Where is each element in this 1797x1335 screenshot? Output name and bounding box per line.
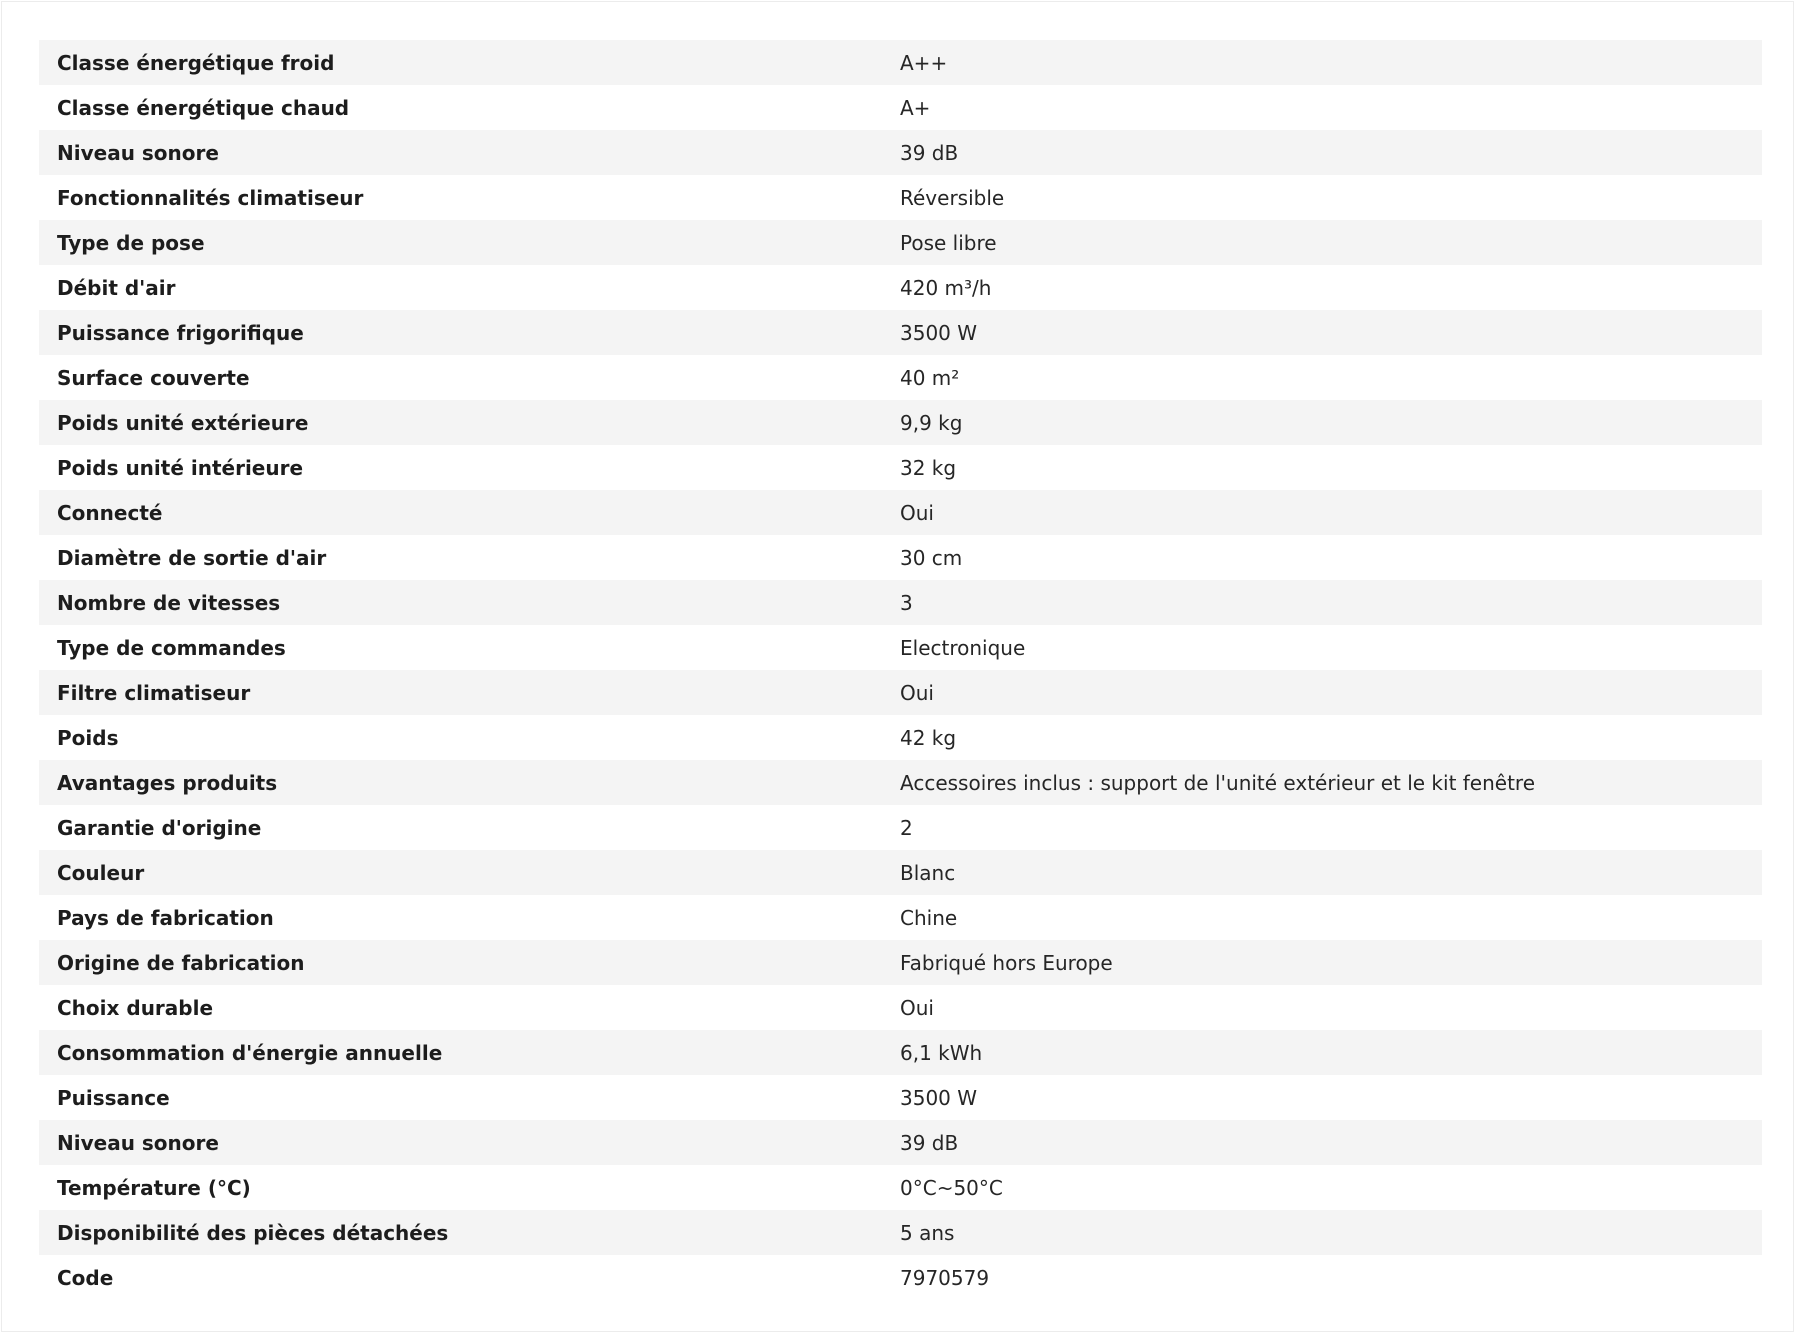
spec-panel	[1, 1, 1794, 1332]
spec-value: Fabriqué hors Europe	[900, 950, 1113, 975]
spec-label: Type de commandes	[57, 635, 286, 660]
spec-value: Accessoires inclus : support de l'unité extérieur et le kit fenêtre	[900, 770, 1536, 795]
table-row	[39, 535, 1762, 580]
spec-value: Oui	[900, 680, 934, 705]
spec-value: 30 cm	[900, 545, 963, 570]
spec-label: Niveau sonore	[57, 140, 219, 165]
table-row	[39, 220, 1762, 265]
spec-value: 3500 W	[900, 320, 978, 345]
spec-label: Puissance	[57, 1085, 170, 1110]
specifications-body	[39, 40, 1762, 1300]
table-row	[39, 940, 1762, 985]
table-row	[39, 1075, 1762, 1120]
table-row	[39, 175, 1762, 220]
spec-label: Diamètre de sortie d'air	[57, 545, 327, 570]
specifications-table	[39, 40, 1762, 1300]
table-row	[39, 805, 1762, 850]
spec-label: Poids unité intérieure	[57, 455, 304, 480]
table-row	[39, 1210, 1762, 1255]
table-row	[39, 310, 1762, 355]
spec-label: Poids unité extérieure	[57, 410, 309, 435]
spec-label: Niveau sonore	[57, 1130, 219, 1155]
spec-value: 39 dB	[900, 1130, 959, 1155]
table-row	[39, 445, 1762, 490]
table-row	[39, 130, 1762, 175]
table-row	[39, 1165, 1762, 1210]
spec-value: 420 m³/h	[900, 275, 992, 300]
table-row	[39, 355, 1762, 400]
table-row	[39, 400, 1762, 445]
spec-label: Garantie d'origine	[57, 815, 262, 840]
table-row	[39, 1255, 1762, 1300]
spec-value: Oui	[900, 500, 934, 525]
spec-value: 40 m²	[900, 365, 960, 390]
spec-label: Classe énergétique chaud	[57, 95, 350, 120]
spec-label: Poids	[57, 725, 119, 750]
spec-value: Oui	[900, 995, 934, 1020]
table-row	[39, 985, 1762, 1030]
table-row	[39, 85, 1762, 130]
spec-label: Puissance frigorifique	[57, 320, 304, 345]
spec-value: Electronique	[900, 635, 1026, 660]
table-row	[39, 40, 1762, 85]
spec-label: Code	[57, 1265, 114, 1290]
table-row	[39, 490, 1762, 535]
spec-value: 7970579	[900, 1265, 990, 1290]
spec-value: 3500 W	[900, 1085, 978, 1110]
table-row	[39, 760, 1762, 805]
spec-label: Classe énergétique froid	[57, 50, 335, 75]
table-row	[39, 625, 1762, 670]
spec-value: 2	[900, 815, 913, 840]
spec-label: Avantages produits	[57, 770, 278, 795]
spec-label: Fonctionnalités climatiseur	[57, 185, 364, 210]
spec-value: 42 kg	[900, 725, 957, 750]
spec-label: Connecté	[57, 500, 163, 525]
spec-value: 6,1 kWh	[900, 1040, 983, 1065]
table-row	[39, 895, 1762, 940]
table-row	[39, 1030, 1762, 1075]
spec-value: Chine	[900, 905, 958, 930]
table-row	[39, 580, 1762, 625]
spec-value: 9,9 kg	[900, 410, 963, 435]
table-row	[39, 265, 1762, 310]
spec-label: Couleur	[57, 860, 145, 885]
spec-value: Réversible	[900, 185, 1005, 210]
spec-label: Température (°C)	[57, 1175, 251, 1200]
table-row	[39, 670, 1762, 715]
spec-label: Consommation d'énergie annuelle	[57, 1040, 443, 1065]
table-row	[39, 1120, 1762, 1165]
spec-label: Nombre de vitesses	[57, 590, 281, 615]
table-row	[39, 715, 1762, 760]
spec-label: Pays de fabrication	[57, 905, 274, 930]
table-row	[39, 850, 1762, 895]
spec-label: Type de pose	[57, 230, 205, 255]
spec-value: 39 dB	[900, 140, 959, 165]
spec-label: Choix durable	[57, 995, 214, 1020]
spec-label: Filtre climatiseur	[57, 680, 251, 705]
spec-label: Débit d'air	[57, 275, 176, 300]
spec-value: A++	[900, 50, 948, 75]
spec-label: Disponibilité des pièces détachées	[57, 1220, 449, 1245]
spec-label: Origine de fabrication	[57, 950, 305, 975]
spec-value: A+	[900, 95, 931, 120]
spec-value: 5 ans	[900, 1220, 955, 1245]
spec-value: 32 kg	[900, 455, 957, 480]
spec-value: Blanc	[900, 860, 956, 885]
spec-value: 3	[900, 590, 913, 615]
spec-label: Surface couverte	[57, 365, 250, 390]
spec-value: Pose libre	[900, 230, 997, 255]
spec-value: 0°C~50°C	[900, 1175, 1003, 1200]
